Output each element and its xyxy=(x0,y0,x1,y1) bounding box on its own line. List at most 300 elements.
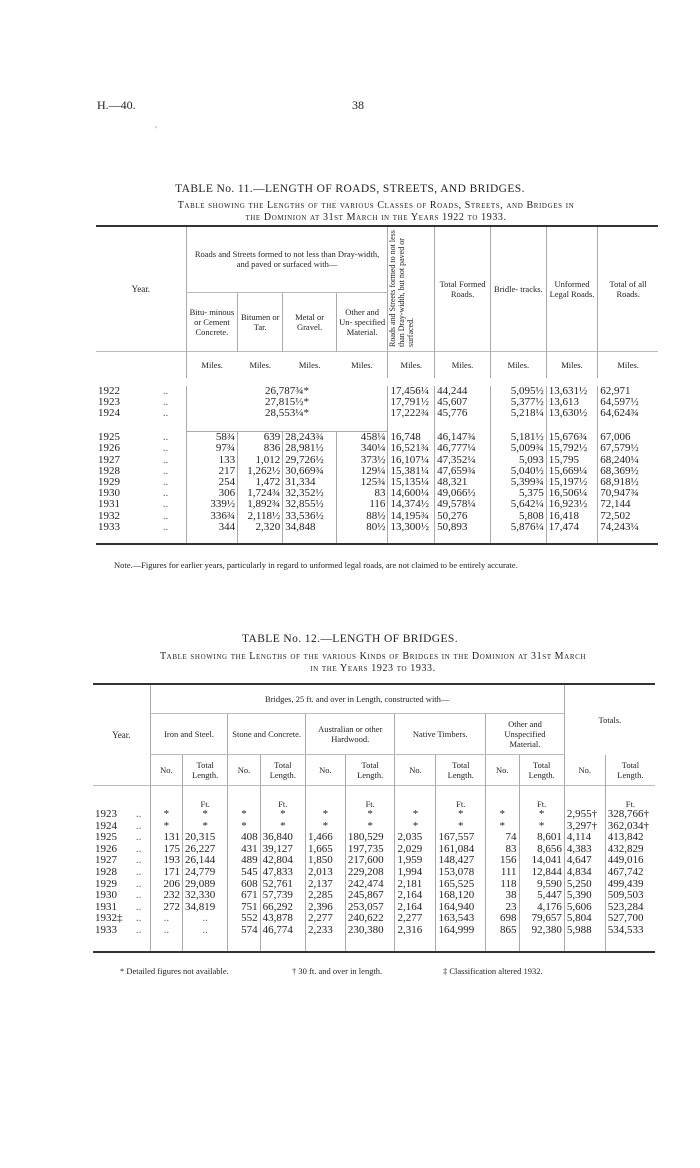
row-year: 1922 xyxy=(98,385,120,397)
cell-totals-no: 4,647 xyxy=(564,855,605,867)
cell-unformed: 16,418 xyxy=(546,511,598,522)
cell-native-no: 2,029 xyxy=(395,844,436,856)
cell-total-formed: 45,607 xyxy=(435,397,491,408)
cell-total-all: 67,006 xyxy=(598,432,658,444)
cell-other: 116 xyxy=(336,499,388,510)
col-unformed-legal: Unformed Legal Roads. xyxy=(546,226,598,352)
cell-not-paved: 16,521¾ xyxy=(388,443,435,454)
cell-stone-no: * xyxy=(228,809,260,821)
cell-other-no: 111 xyxy=(486,867,519,879)
leader-dots: .. xyxy=(135,831,142,844)
cell-native-length: 163,543 xyxy=(436,913,486,925)
leader-dots: .. xyxy=(135,842,142,855)
row-year: 1927 xyxy=(95,854,117,867)
row-year: 1931 xyxy=(95,900,117,913)
col-other-no: No. xyxy=(486,755,519,786)
cell-bridle: 5,218¼ xyxy=(490,408,546,419)
cell-bitumen: 836 xyxy=(238,443,283,454)
col-hardwood-length: Total Length. xyxy=(345,755,395,786)
leader-dots: .. xyxy=(162,464,169,477)
leader-dots: .. xyxy=(162,430,169,443)
page-number: 38 xyxy=(352,98,364,112)
row-year: 1926 xyxy=(95,842,117,855)
row-year: 1932 xyxy=(98,509,120,522)
cell-total-formed: 49,066½ xyxy=(435,488,491,499)
cell-hardwood-length: 245,867 xyxy=(345,890,395,902)
row-year: 1923 xyxy=(95,808,117,820)
col-native-no: No. xyxy=(395,755,436,786)
cell-other: 340¼ xyxy=(336,443,388,454)
cell-other-length: 8,656 xyxy=(519,844,564,856)
cell-stone-length: 66,292 xyxy=(260,902,305,914)
col-totals-no: No. xyxy=(564,755,605,786)
col-metal-gravel: Metal or Gravel. xyxy=(283,293,337,352)
cell-metal: 28,981½ xyxy=(283,443,337,454)
cell-not-paved: 15,135¼ xyxy=(388,477,435,488)
cell-other-length: 92,380 xyxy=(519,925,564,937)
cell-hardwood-length: 229,208 xyxy=(345,867,395,879)
cell-unformed: 15,669¼ xyxy=(546,466,598,477)
leader-dots: .. xyxy=(135,854,142,867)
cell-other-no: 38 xyxy=(486,890,519,902)
footnote-dagger: † 30 ft. and over in length. xyxy=(292,966,383,976)
col-iron-no: No. xyxy=(150,755,182,786)
cell-hardwood-no: * xyxy=(305,821,345,833)
row-year: 1928 xyxy=(98,464,120,477)
cell-bridle: 5,040½ xyxy=(490,466,546,477)
leader-dots: .. xyxy=(162,407,169,420)
cell-bitumen: 1,262½ xyxy=(238,466,283,477)
cell-totals-no: 4,114 xyxy=(564,832,605,844)
cell-total-all: 68,369½ xyxy=(598,466,658,477)
cell-iron-length: 32,330 xyxy=(183,890,228,902)
cell-iron-length: 26,144 xyxy=(183,855,228,867)
col-hardwood-no: No. xyxy=(305,755,345,786)
cell-total-formed: 45,776 xyxy=(435,408,491,419)
col-totals-length: Total Length. xyxy=(605,755,655,786)
cell-total-all: 64,597½ xyxy=(598,397,658,408)
cell-metal: 30,669¾ xyxy=(283,466,337,477)
cell-totals-length: 523,284 xyxy=(605,902,655,914)
cell-other: 373½ xyxy=(336,455,388,466)
cell-hardwood-length: 197,735 xyxy=(345,844,395,856)
cell-other-length: 12,844 xyxy=(519,867,564,879)
row-year: 1924 xyxy=(95,819,117,832)
cell-other: 88½ xyxy=(336,511,388,522)
cell-hardwood-length: * xyxy=(345,821,395,833)
cell-bituminous: 254 xyxy=(186,477,238,488)
cell-total-all: 72,502 xyxy=(598,511,658,522)
cell-hardwood-no: 2,137 xyxy=(305,879,345,891)
cell-iron-no: 206 xyxy=(150,879,182,891)
cell-bitumen: 1,012 xyxy=(238,455,283,466)
cell-not-paved: 17,791½ xyxy=(388,397,435,408)
cell-metal: 31,334 xyxy=(283,477,337,488)
cell-iron-length: * xyxy=(183,809,228,821)
leader-dots: .. xyxy=(162,498,169,511)
cell-totals-length: 328,766† xyxy=(605,809,655,821)
cell-stone-no: 751 xyxy=(228,902,260,914)
cell-hardwood-no: 1,665 xyxy=(305,844,345,856)
cell-iron-no: * xyxy=(150,809,182,821)
table11-subtitle-1: Table showing the Lengths of the various Classes of Roads, Streets, and Bridges in xyxy=(177,200,575,211)
cell-stone-no: 552 xyxy=(228,913,260,925)
unit-label: Ft. xyxy=(436,786,486,810)
col-native-length: Total Length. xyxy=(436,755,486,786)
cell-not-paved: 14,600¼ xyxy=(388,488,435,499)
cell-hardwood-length: 230,380 xyxy=(345,925,395,937)
cell-native-no: 2,164 xyxy=(395,902,436,914)
cell-unformed: 13,613 xyxy=(546,397,598,408)
cell-iron-length: 24,779 xyxy=(183,867,228,879)
cell-total-all: 67,579½ xyxy=(598,443,658,454)
cell-other-no: 83 xyxy=(486,844,519,856)
cell-unformed: 17,474 xyxy=(546,522,598,533)
cell-stone-no: 545 xyxy=(228,867,260,879)
cell-totals-no: 5,606 xyxy=(564,902,605,914)
cell-unformed: 15,792½ xyxy=(546,443,598,454)
cell-total-all: 70,947¾ xyxy=(598,488,658,499)
table11-note: Note.—Figures for earlier years, particularly in regard to unformed legal roads, are not claimed to be entirely accurate. xyxy=(114,560,518,570)
row-year: 1933 xyxy=(95,923,117,936)
cell-native-no: 1,994 xyxy=(395,867,436,879)
cell-other-no: 865 xyxy=(486,925,519,937)
leader-dots: .. xyxy=(162,385,169,397)
cell-native-no: 2,164 xyxy=(395,890,436,902)
cell-stone-length: 42,804 xyxy=(260,855,305,867)
cell-other-no: * xyxy=(486,809,519,821)
col-total-all: Total of all Roads. xyxy=(598,226,658,352)
cell-hardwood-no: 2,013 xyxy=(305,867,345,879)
row-year: 1926 xyxy=(98,442,120,455)
cell-iron-no: 131 xyxy=(150,832,182,844)
cell-iron-no: .. xyxy=(150,925,182,937)
cell-hardwood-length: * xyxy=(345,809,395,821)
cell-hardwood-no: 2,233 xyxy=(305,925,345,937)
cell-hardwood-no: 2,277 xyxy=(305,913,345,925)
unit-label: Miles. xyxy=(490,352,546,379)
cell-other-no: 118 xyxy=(486,879,519,891)
cell-hardwood-length: 242,474 xyxy=(345,879,395,891)
leader-dots: .. xyxy=(135,912,142,925)
col-group-paved: Roads and Streets formed to not less than Dray-width, and paved or surfaced with— xyxy=(186,226,388,293)
cell-bridle: 5,375 xyxy=(490,488,546,499)
leader-dots: .. xyxy=(135,865,142,878)
table-row xyxy=(96,443,658,454)
cell-other-no: 74 xyxy=(486,832,519,844)
cell-stone-length: 43,878 xyxy=(260,913,305,925)
cell-bridle: 5,876¼ xyxy=(490,522,546,533)
table11-title: TABLE No. 11.—LENGTH OF ROADS, STREETS, AND BRIDGES. xyxy=(175,183,525,195)
cell-iron-no: 171 xyxy=(150,867,182,879)
cell-other-no: 23 xyxy=(486,902,519,914)
unit-label: Ft. xyxy=(260,786,305,810)
cell-totals-no: 2,955† xyxy=(564,809,605,821)
cell-not-paved: 16,748 xyxy=(388,432,435,444)
cell-hardwood-no: 1,466 xyxy=(305,832,345,844)
leader-dots: .. xyxy=(162,453,169,466)
col-bridle-tracks: Bridle- tracks. xyxy=(490,226,546,352)
cell-unformed: 13,630½ xyxy=(546,408,598,419)
cell-other: 80½ xyxy=(336,522,388,533)
table-row xyxy=(93,867,655,879)
unit-label: Ft. xyxy=(183,786,228,810)
row-year: 1932‡ xyxy=(95,912,123,925)
cell-bridle: 5,642¼ xyxy=(490,499,546,510)
cell-other: 129¼ xyxy=(336,466,388,477)
table-row xyxy=(96,408,658,419)
cell-bituminous: 58¾ xyxy=(186,432,238,444)
unit-label: Miles. xyxy=(388,352,435,379)
cell-iron-no: 193 xyxy=(150,855,182,867)
col-other-material: Other and Unspecified Material. xyxy=(486,714,565,755)
cell-unformed: 15,197½ xyxy=(546,477,598,488)
cell-total-formed: 50,276 xyxy=(435,511,491,522)
cell-hardwood-length: 217,600 xyxy=(345,855,395,867)
cell-hardwood-length: 240,622 xyxy=(345,913,395,925)
cell-stone-no: * xyxy=(228,821,260,833)
cell-stone-length: 57,739 xyxy=(260,890,305,902)
cell-other-length: 8,601 xyxy=(519,832,564,844)
leader-dots: .. xyxy=(162,442,169,455)
cell-not-paved: 15,381¼ xyxy=(388,466,435,477)
cell-bridle: 5,808 xyxy=(490,511,546,522)
cell-native-no: 1,959 xyxy=(395,855,436,867)
row-year: 1933 xyxy=(98,520,120,533)
cell-totals-length: 499,439 xyxy=(605,879,655,891)
col-totals: Totals. xyxy=(564,684,655,755)
cell-stone-length: * xyxy=(260,821,305,833)
leader-dots: .. xyxy=(135,877,142,890)
cell-other-length: 79,657 xyxy=(519,913,564,925)
cell-not-paved: 13,300½ xyxy=(388,522,435,533)
cell-totals-length: 534,533 xyxy=(605,925,655,937)
cell-metal: 32,855½ xyxy=(283,499,337,510)
cell-iron-no: 232 xyxy=(150,890,182,902)
table-row xyxy=(93,890,655,902)
cell-stone-length: 47,833 xyxy=(260,867,305,879)
cell-native-length: 168,120 xyxy=(436,890,486,902)
col-hardwood: Australian or other Hardwood. xyxy=(305,714,395,755)
cell-bridle: 5,093 xyxy=(490,455,546,466)
cell-not-paved: 14,374½ xyxy=(388,499,435,510)
cell-metal: 33,536½ xyxy=(283,511,337,522)
table-row xyxy=(96,522,658,533)
cell-iron-length: 20,315 xyxy=(183,832,228,844)
cell-totals-no: 5,250 xyxy=(564,879,605,891)
unit-label: Ft. xyxy=(345,786,395,810)
col-other-length: Total Length. xyxy=(519,755,564,786)
cell-bitumen: 1,892¾ xyxy=(238,499,283,510)
cell-bituminous: 336¾ xyxy=(186,511,238,522)
merged-paved-total: 28,553¼* xyxy=(186,408,388,419)
cell-bridle: 5,181½ xyxy=(490,432,546,444)
cell-totals-length: 527,700 xyxy=(605,913,655,925)
cell-totals-no: 5,804 xyxy=(564,913,605,925)
cell-hardwood-length: 253,057 xyxy=(345,902,395,914)
leader-dots: .. xyxy=(162,520,169,533)
col-iron-steel: Iron and Steel. xyxy=(150,714,228,755)
cell-bituminous: 339½ xyxy=(186,499,238,510)
cell-not-paved: 17,222¾ xyxy=(388,408,435,419)
cell-iron-length: * xyxy=(183,821,228,833)
table12-subtitle-2: in the Years 1923 to 1933. xyxy=(310,663,436,674)
cell-stone-no: 671 xyxy=(228,890,260,902)
col-iron-length: Total Length. xyxy=(183,755,228,786)
cell-totals-no: 4,383 xyxy=(564,844,605,856)
col-total-formed: Total Formed Roads. xyxy=(435,226,491,352)
cell-unformed: 16,506¼ xyxy=(546,488,598,499)
unit-label: Miles. xyxy=(598,352,658,379)
row-year: 1930 xyxy=(95,889,117,902)
cell-native-length: 164,940 xyxy=(436,902,486,914)
cell-totals-length: 413,842 xyxy=(605,832,655,844)
cell-stone-no: 431 xyxy=(228,844,260,856)
table12-bridges xyxy=(93,683,655,953)
row-year: 1929 xyxy=(98,475,120,488)
cell-totals-length: 467,742 xyxy=(605,867,655,879)
cell-not-paved: 14,195¾ xyxy=(388,511,435,522)
cell-other-length: * xyxy=(519,809,564,821)
cell-total-all: 72,144 xyxy=(598,499,658,510)
cell-hardwood-no: * xyxy=(305,809,345,821)
cell-total-all: 74,243¼ xyxy=(598,522,658,533)
cell-bitumen: 1,472 xyxy=(238,477,283,488)
cell-native-no: 2,181 xyxy=(395,879,436,891)
cell-bituminous: 306 xyxy=(186,488,238,499)
leader-dots: .. xyxy=(135,923,142,936)
cell-total-formed: 46,147¾ xyxy=(435,432,491,444)
cell-other: 458¼ xyxy=(336,432,388,444)
cell-native-length: 167,557 xyxy=(436,832,486,844)
unit-label: Miles. xyxy=(249,360,271,370)
cell-native-no: * xyxy=(395,821,436,833)
cell-stone-length: 46,774 xyxy=(260,925,305,937)
cell-not-paved: 17,456¼ xyxy=(388,386,435,397)
cell-stone-no: 489 xyxy=(228,855,260,867)
cell-total-all: 68,918½ xyxy=(598,477,658,488)
cell-total-formed: 47,352¼ xyxy=(435,455,491,466)
cell-other: 83 xyxy=(336,488,388,499)
row-year: 1923 xyxy=(98,396,120,409)
cell-total-all: 64,624¾ xyxy=(598,408,658,419)
cell-other-length: 5,447 xyxy=(519,890,564,902)
cell-totals-no: 5,390 xyxy=(564,890,605,902)
table-row xyxy=(93,925,655,937)
cell-bridle: 5,095½ xyxy=(490,386,546,397)
unit-label: Miles. xyxy=(435,352,491,379)
cell-iron-no: 175 xyxy=(150,844,182,856)
cell-totals-length: 432,829 xyxy=(605,844,655,856)
cell-iron-length: 29,089 xyxy=(183,879,228,891)
cell-metal: 32,352½ xyxy=(283,488,337,499)
unit-label: Ft. xyxy=(519,786,564,810)
cell-totals-no: 4,834 xyxy=(564,867,605,879)
col-bituminous: Bitu- minous or Cement Concrete. xyxy=(186,293,238,352)
cell-hardwood-no: 1,850 xyxy=(305,855,345,867)
leader-dots: .. xyxy=(135,889,142,902)
cell-other-length: 14,041 xyxy=(519,855,564,867)
cell-total-all: 68,240¼ xyxy=(598,455,658,466)
cell-native-length: * xyxy=(436,809,486,821)
cell-native-length: 165,525 xyxy=(436,879,486,891)
cell-total-all: 62,971 xyxy=(598,386,658,397)
col-native-timbers: Native Timbers. xyxy=(395,714,486,755)
cell-bituminous: 97¾ xyxy=(186,443,238,454)
cell-iron-length: 34,819 xyxy=(183,902,228,914)
cell-total-formed: 49,578¼ xyxy=(435,499,491,510)
leader-dots: .. xyxy=(162,475,169,488)
cell-totals-no: 5,988 xyxy=(564,925,605,937)
col-bitumen-tar: Bitumen or Tar. xyxy=(238,293,283,352)
cell-bitumen: 2,118½ xyxy=(238,511,283,522)
cell-iron-no: .. xyxy=(150,913,182,925)
col-year: Year. xyxy=(112,730,131,740)
leader-dots: .. xyxy=(135,819,142,832)
merged-paved-total: 27,815½* xyxy=(186,397,388,408)
cell-bridle: 5,009¾ xyxy=(490,443,546,454)
cell-stone-length: * xyxy=(260,809,305,821)
cell-not-paved: 16,107¼ xyxy=(388,455,435,466)
cell-metal: 28,243¾ xyxy=(283,432,337,444)
col-year: Year. xyxy=(131,284,150,294)
cell-other-no: 698 xyxy=(486,913,519,925)
cell-bituminous: 133 xyxy=(186,455,238,466)
cell-iron-no: 272 xyxy=(150,902,182,914)
cell-unformed: 16,923½ xyxy=(546,499,598,510)
cell-other-no: 156 xyxy=(486,855,519,867)
document-reference: H.—40. xyxy=(97,98,136,112)
cell-native-length: 153,078 xyxy=(436,867,486,879)
row-year: 1924 xyxy=(98,407,120,420)
print-mark: ' xyxy=(155,125,158,134)
row-year: 1931 xyxy=(98,498,120,511)
table11-subtitle-2: the Dominion at 31st March in the Years 1922 to 1933. xyxy=(245,212,507,223)
cell-native-no: * xyxy=(395,809,436,821)
table11-roads xyxy=(96,225,658,545)
leader-dots: .. xyxy=(162,509,169,522)
col-group-bridges: Bridges, 25 ft. and over in Length, constructed with— xyxy=(150,684,564,714)
cell-bridle: 5,399¾ xyxy=(490,477,546,488)
cell-native-no: 2,277 xyxy=(395,913,436,925)
cell-native-length: 161,084 xyxy=(436,844,486,856)
footnote-double-dagger: ‡ Classification altered 1932. xyxy=(443,966,543,976)
cell-native-no: 2,035 xyxy=(395,832,436,844)
row-year: 1928 xyxy=(95,865,117,878)
cell-stone-length: 36,840 xyxy=(260,832,305,844)
cell-total-formed: 47,659¾ xyxy=(435,466,491,477)
cell-bridle: 5,377½ xyxy=(490,397,546,408)
table-row xyxy=(93,809,655,821)
cell-native-no: 2,316 xyxy=(395,925,436,937)
cell-stone-length: 52,761 xyxy=(260,879,305,891)
cell-total-formed: 46,777¼ xyxy=(435,443,491,454)
cell-iron-length: .. xyxy=(183,925,228,937)
cell-other-length: 4,176 xyxy=(519,902,564,914)
footnote-star: * Detailed figures not available. xyxy=(120,966,229,976)
leader-dots: .. xyxy=(135,808,142,820)
col-other-material: Other and Un- specified Material. xyxy=(336,293,388,352)
cell-native-length: * xyxy=(436,821,486,833)
table12-title: TABLE No. 12.—LENGTH OF BRIDGES. xyxy=(242,633,458,645)
cell-metal: 34,848 xyxy=(283,522,337,533)
cell-metal: 29,726½ xyxy=(283,455,337,466)
cell-hardwood-no: 2,285 xyxy=(305,890,345,902)
cell-stone-no: 408 xyxy=(228,832,260,844)
cell-hardwood-no: 2,396 xyxy=(305,902,345,914)
cell-native-length: 148,427 xyxy=(436,855,486,867)
cell-total-formed: 50,893 xyxy=(435,522,491,533)
